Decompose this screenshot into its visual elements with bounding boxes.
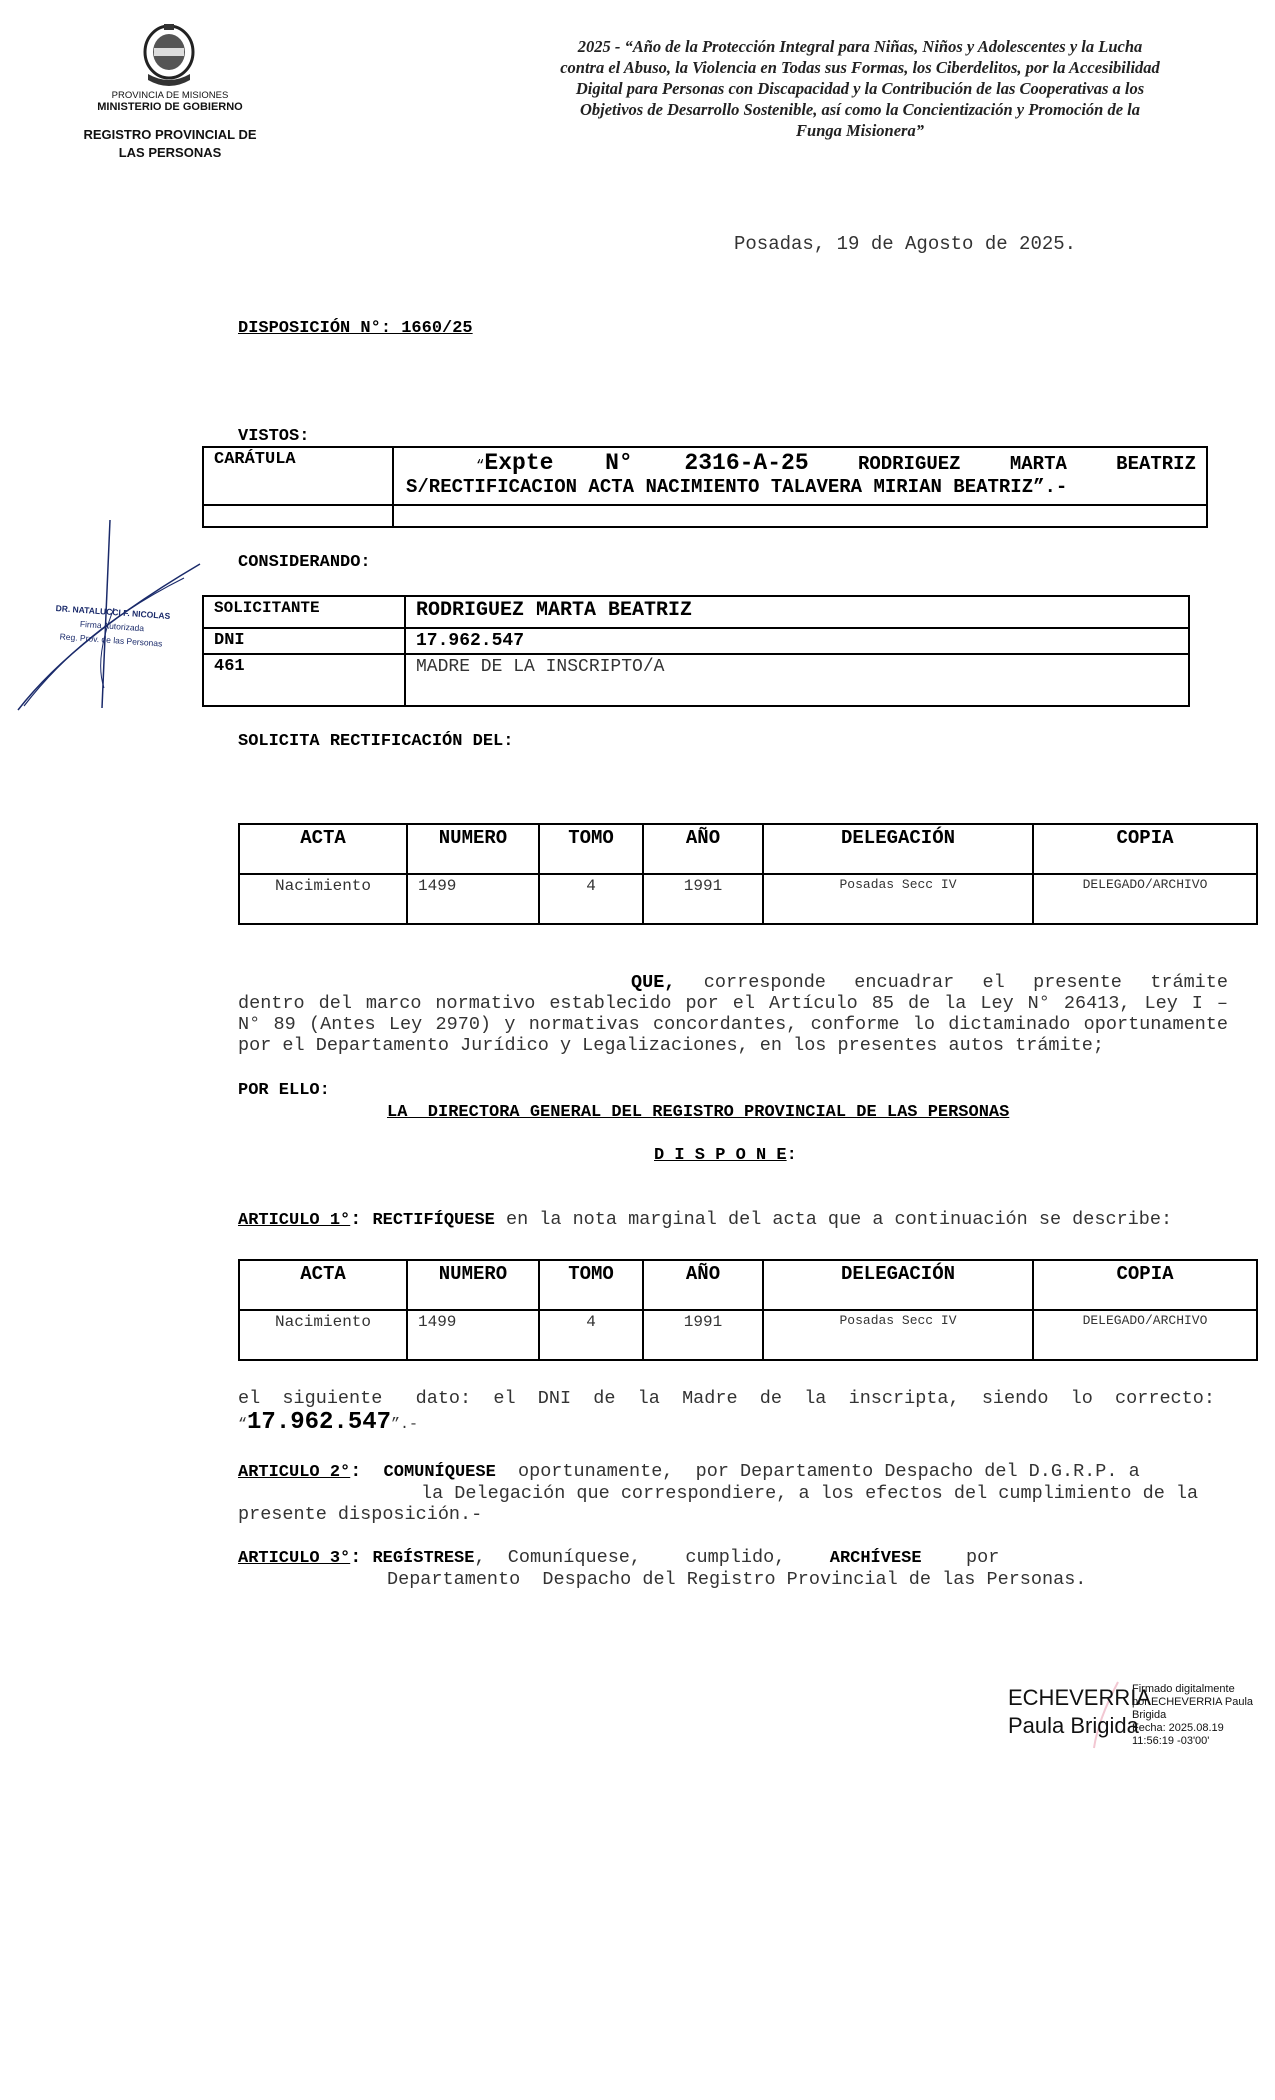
disposicion-number: DISPOSICIÓN N°: 1660/25 — [238, 319, 473, 338]
acta-table-1: ACTA NUMERO TOMO AÑO DELEGACIÓN COPIA Nacimiento 1499 4 1991 Posadas Secc IV DELEGADO/ARCHIVO — [238, 823, 1258, 925]
solicitante-value: RODRIGUEZ MARTA BEATRIZ — [405, 596, 1189, 628]
directora-heading: LA DIRECTORA GENERAL DEL REGISTRO PROVINCIAL DE LAS PERSONAS — [387, 1103, 1010, 1122]
solicitante-table — [202, 595, 1190, 707]
org-province: PROVINCIA DE MISIONES — [111, 90, 229, 101]
org-registry-line1: REGISTRO PROVINCIAL DE — [83, 127, 257, 142]
solicitante-label: SOLICITANTE — [203, 596, 405, 628]
solicita-label: SOLICITA RECTIFICACIÓN DEL: — [238, 732, 514, 751]
margin-stamp: DR. NATALUCCI F. NICOLAS Firma Autorizada Reg. Prov. de las Personas — [55, 603, 171, 649]
considerando-label: CONSIDERANDO: — [238, 553, 371, 572]
date-line: Posadas, 19 de Agosto de 2025. — [734, 233, 1077, 255]
vistos-label: VISTOS: — [238, 427, 310, 446]
dni-label: DNI — [203, 628, 405, 654]
articulo-3: ARTICULO 3°: REGÍSTRESE, Comuníquese, cumplido, ARCHÍVESE por Departamento Despacho del Registro Provincial de las Personas. — [238, 1547, 1087, 1590]
vinculo-code: 461 — [203, 654, 405, 706]
signature-name: ECHEVERRIA Paula Brigida — [1008, 1685, 1152, 1738]
vinculo-value: MADRE DE LA INSCRIPTO/A — [405, 654, 1189, 706]
caratula-table — [202, 446, 1208, 528]
dato-paragraph: el siguiente dato: el DNI de la Madre de la inscripta, siendo lo correcto: “17.962.547”.- — [238, 1388, 1215, 1436]
org-ministry: MINISTERIO DE GOBIERNO — [97, 101, 243, 113]
caratula-value: “Expte N° 2316-A-25 RODRIGUEZ MARTA BEATRIZ S/RECTIFICACION ACTA NACIMIENTO TALAVERA MIRIAN BEATRIZ”.- — [393, 447, 1207, 505]
caratula-label: CARÁTULA — [203, 447, 393, 505]
year-motto: 2025 - “Año de la Protección Integral para Niñas, Niños y Adolescentes y la Lucha contra el Abuso, la Violencia en Todas sus Formas, los Ciberdelitos, por la Accesibilidad Digital para Personas con Discapacidad y la Contribución de las Cooperativas a los Objetivos de Desarrollo Sostenible, así como la Concientización y Promoción de la Funga Misionera” — [560, 37, 1160, 140]
signature-details: Firmado digitalmente por ECHEVERRIA Paula Brigida Fecha: 2025.08.19 11:56:19 -03'00' — [1132, 1683, 1254, 1747]
coat-of-arms-icon — [134, 22, 204, 88]
articulo-2: ARTICULO 2°: COMUNÍQUESE oportunamente, por Departamento Despacho del D.G.R.P. a la Delegación que correspondiere, a los efectos del cumplimiento de la presente disposición.- — [238, 1461, 1199, 1525]
que-paragraph: QUE, corresponde encuadrar el presente trámite dentro del marco normativo establecido por el Artículo 85 de la Ley N° 26413, Ley I – N° 89 (Antes Ley 2970) y normativas concordantes, conforme lo dictaminado oportunamente por el Departamento Jurídico y Legalizaciones, en los presentes autos trámite; — [238, 972, 1228, 1056]
org-registry-line2: LAS PERSONAS — [118, 145, 222, 160]
articulo-1: ARTICULO 1°: RECTIFÍQUESE en la nota marginal del acta que a continuación se describe: — [238, 1209, 1173, 1230]
por-ello-label: POR ELLO: — [238, 1081, 330, 1100]
dni-value: 17.962.547 — [405, 628, 1189, 654]
dispone-heading: D I S P O N E: — [654, 1146, 797, 1165]
acta-table-2: ACTA NUMERO TOMO AÑO DELEGACIÓN COPIA Nacimiento 1499 4 1991 Posadas Secc IV DELEGADO/ARCHIVO — [238, 1259, 1258, 1361]
